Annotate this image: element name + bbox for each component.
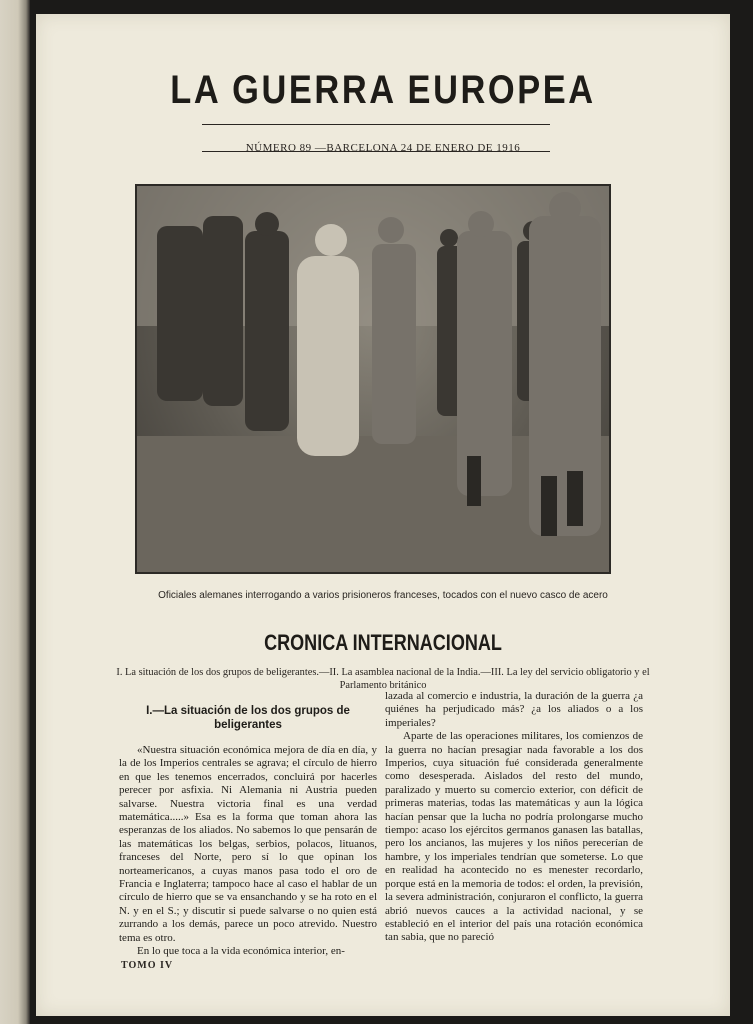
masthead-title: LA GUERRA EUROPEA: [170, 68, 596, 112]
left-column: [119, 704, 377, 959]
section-title: CRONICA INTERNACIONAL: [264, 630, 502, 655]
section-summary: I. La situación de los dos grupos de beligerantes.—II. La asamblea nacional de la India.—III. La ley del servicio obligatorio y el Parlamento británico: [116, 667, 650, 691]
left-paragraph-2: En lo que toca a la vida económica interior, en-: [137, 945, 345, 958]
rule-bottom: [202, 151, 550, 152]
right-column: [385, 690, 643, 945]
article-subhead: I.—La situación de los dos grupos de beligerantes: [146, 705, 350, 731]
photo-figures: [137, 186, 609, 572]
war-photograph: [135, 184, 611, 574]
photo-caption: Oficiales alemanes interrogando a varios prisioneros franceses, tocados con el nuevo casco de acero: [158, 590, 608, 601]
rule-top: [202, 124, 550, 125]
magazine-page: [36, 14, 730, 1016]
left-paragraph-1: «Nuestra situación económica mejora de día en día, y la de los Imperios centrales se agrava; el círculo de hierro en que les tenemos encerrados, concluirá por hacerles perecer por asfixia. Ni Alemania ni Austria pueden salvarse. Nuestra victoria final es una verdad matemática.....» Esa es la forma que toman ahora las esperanzas de los aliados. No sabemos lo que pensarán de las matemáticas los belgas, serbios, polacos, lituanos, franceses del Norte, pero sí lo que opinan los norteamericanos, a cuyas manos pasa todo el oro de Francia e Inglaterra; tampoco hace al caso el hablar de un círculo de hierro que se va ensanchando y se ha roto en el N. y en el S.; y discutir si puede salvarse o no quien está zurrando a los demás, parece un poco atrevido. Nuestro tema es otro.: [119, 744, 377, 944]
book-spine: [0, 0, 30, 1024]
issue-line: NÚMERO 89 —BARCELONA 24 DE ENERO DE 1916: [245, 142, 521, 154]
volume-footer: TOMO IV: [121, 960, 174, 971]
right-paragraph-2: Aparte de las operaciones militares, los comienzos de la guerra no hacían presagiar nada favorable a los dos Imperios, cuya situación fué considerada generalmente como desesperada. Aislados del resto del mundo, paralizado y muerto su comercio exterior, con déficit de primeras materias, todas las matemáticas y aun la lógica hacían pensar que la lucha no podría prolongarse mucho tiempo: acaso los ejércitos germanos ganasen las batallas, pero los ancianos, las mujeres y los niños perecerían de hambre, y los imperiales tendrían que someterse. Lo que en realidad ha acontecido no es menester recordarlo, porque está en la memoria de todos: el orden, la previsión, la severa administración, conjuraron el conflicto, la guerra abrió nuevos cauces a la actividad nacional, y se estableció en el interior del país una rotación económica tan sabia, que no pareció: [385, 730, 643, 944]
right-paragraph-1: lazada al comercio e industria, la duración de la guerra ¿a quiénes ha perjudicado más? ¿a los aliados o a los imperiales?: [385, 690, 643, 729]
